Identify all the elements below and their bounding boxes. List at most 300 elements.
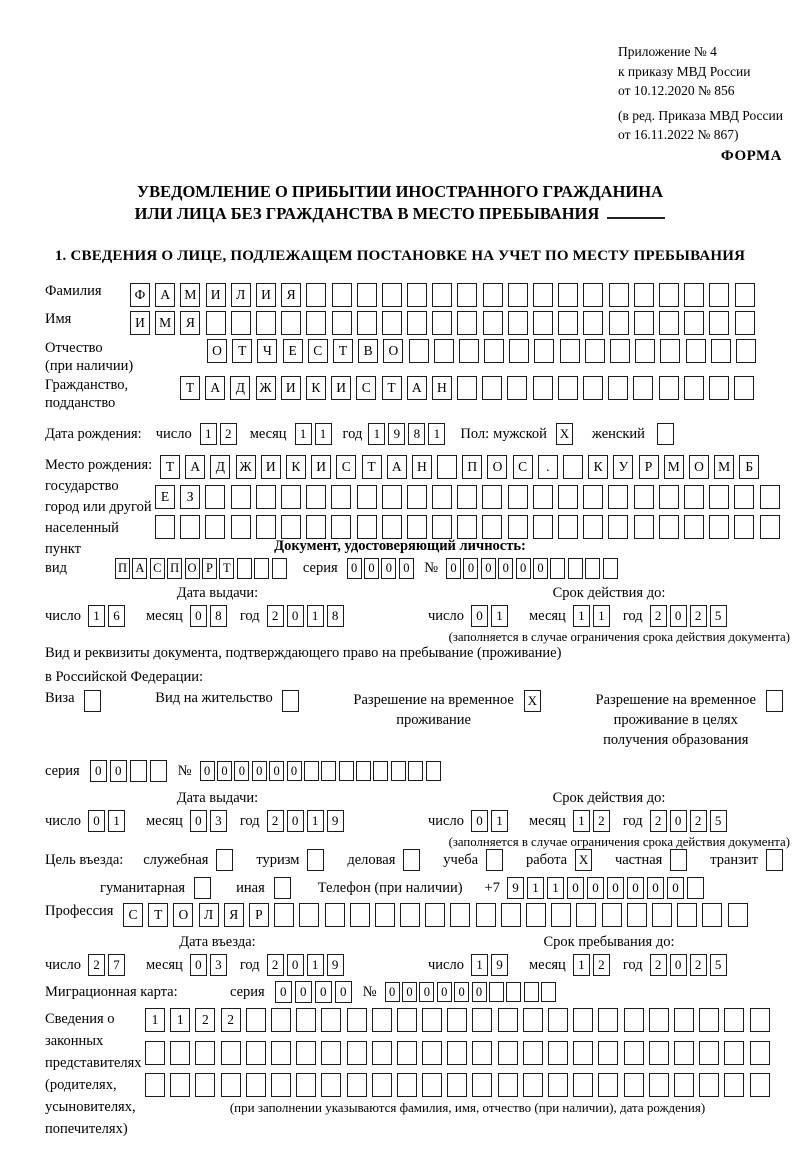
firstname-input-box[interactable]	[483, 311, 503, 335]
residence-issue-month[interactable]	[190, 810, 230, 832]
identity-kind-input-box[interactable]	[272, 558, 287, 579]
identity-valid-year-box[interactable]: 5	[710, 605, 727, 627]
guardians-row-3-box[interactable]	[397, 1073, 417, 1097]
patronymic-input-box[interactable]	[434, 339, 454, 363]
residence-series-input-box[interactable]: 0	[90, 760, 107, 782]
guardians-row-2-box[interactable]	[548, 1041, 568, 1065]
entry-year-box[interactable]: 9	[327, 954, 344, 976]
profession-input-box[interactable]	[274, 903, 294, 927]
birth-place-row-3[interactable]	[155, 515, 785, 539]
birth-place-row-2-box[interactable]	[382, 485, 402, 509]
birth-month-input[interactable]	[295, 423, 335, 445]
guardians-row-3-box[interactable]	[548, 1073, 568, 1097]
guardians-row-2-box[interactable]	[221, 1041, 241, 1065]
birth-place-row-2-box[interactable]	[331, 485, 351, 509]
identity-series-input-box[interactable]: 0	[399, 558, 414, 579]
stay-year-box[interactable]: 2	[690, 954, 707, 976]
birth-month-input-box[interactable]: 1	[295, 423, 312, 445]
profession-input-box[interactable]	[526, 903, 546, 927]
firstname-input-box[interactable]	[231, 311, 251, 335]
purpose-humanitarian-checkbox-box[interactable]	[194, 877, 211, 899]
guardians-row-1-box[interactable]	[548, 1008, 568, 1032]
identity-kind-input-box[interactable]	[237, 558, 252, 579]
firstname-input-box[interactable]	[583, 311, 603, 335]
birth-place-row-1-box[interactable]: К	[588, 455, 608, 479]
identity-valid-year-box[interactable]: 2	[650, 605, 667, 627]
birth-month-input-box[interactable]: 1	[315, 423, 332, 445]
stay-year-box[interactable]: 5	[710, 954, 727, 976]
purpose-private-checkbox-box[interactable]	[670, 849, 687, 871]
birth-place-row-2-box[interactable]	[407, 485, 427, 509]
residence-valid-month-box[interactable]: 1	[573, 810, 590, 832]
surname-input-box[interactable]	[306, 283, 326, 307]
residence-valid-day[interactable]	[471, 810, 511, 832]
identity-number-input-box[interactable]	[550, 558, 565, 579]
patronymic-input-box[interactable]	[459, 339, 479, 363]
identity-series-input-box[interactable]: 0	[347, 558, 362, 579]
residence-permit-checkbox-box[interactable]	[282, 690, 299, 712]
guardians-row-1-box[interactable]: 2	[221, 1008, 241, 1032]
stay-month-box[interactable]: 2	[593, 954, 610, 976]
birth-place-row-2-box[interactable]	[634, 485, 654, 509]
residence-issue-year-box[interactable]: 9	[327, 810, 344, 832]
citizenship-input-box[interactable]: С	[356, 376, 376, 400]
guardians-row-1-box[interactable]	[397, 1008, 417, 1032]
profession-input-box[interactable]	[450, 903, 470, 927]
guardians-row-2-box[interactable]	[750, 1041, 770, 1065]
firstname-input-box[interactable]: М	[155, 311, 175, 335]
citizenship-input-box[interactable]: И	[331, 376, 351, 400]
citizenship-input-box[interactable]	[633, 376, 653, 400]
identity-number-input-box[interactable]: 0	[481, 558, 496, 579]
surname-input-box[interactable]: И	[206, 283, 226, 307]
birth-place-row-1-box[interactable]: У	[613, 455, 633, 479]
guardians-row-1-box[interactable]: 1	[170, 1008, 190, 1032]
purpose-official-checkbox-box[interactable]	[216, 849, 233, 871]
purpose-transit-checkbox[interactable]	[766, 849, 786, 871]
birth-place-row-1-box[interactable]: И	[261, 455, 281, 479]
birth-place-row-3-box[interactable]	[684, 515, 704, 539]
citizenship-input-box[interactable]: Д	[230, 376, 250, 400]
purpose-humanitarian-checkbox[interactable]	[194, 877, 214, 899]
migration-number-input-box[interactable]: 0	[437, 982, 452, 1003]
birth-place-row-2-box[interactable]	[432, 485, 452, 509]
phone-input-box[interactable]: 0	[607, 877, 624, 899]
birth-place-row-1-box[interactable]: О	[487, 455, 507, 479]
guardians-row-2-box[interactable]	[271, 1041, 291, 1065]
firstname-input[interactable]	[130, 311, 760, 335]
identity-series-input-box[interactable]: 0	[364, 558, 379, 579]
surname-input-box[interactable]	[659, 283, 679, 307]
purpose-work-checkbox[interactable]	[575, 849, 595, 871]
birth-place-row-2-box[interactable]	[457, 485, 477, 509]
profession-input-box[interactable]	[299, 903, 319, 927]
birth-place-row-3-box[interactable]	[432, 515, 452, 539]
birth-place-row-2-box[interactable]	[306, 485, 326, 509]
profession-input-box[interactable]: Т	[148, 903, 168, 927]
identity-valid-month-box[interactable]: 1	[593, 605, 610, 627]
stay-year-box[interactable]: 0	[670, 954, 687, 976]
guardians-row-2-box[interactable]	[724, 1041, 744, 1065]
purpose-tourism-checkbox[interactable]	[307, 849, 327, 871]
identity-valid-month[interactable]	[573, 605, 613, 627]
guardians-row-1-box[interactable]: 2	[195, 1008, 215, 1032]
surname-input-box[interactable]	[735, 283, 755, 307]
surname-input-box[interactable]	[583, 283, 603, 307]
firstname-input-box[interactable]	[306, 311, 326, 335]
entry-day-box[interactable]: 2	[88, 954, 105, 976]
guardians-row-2-box[interactable]	[422, 1041, 442, 1065]
residence-number-input-box[interactable]: 0	[234, 761, 249, 782]
birth-place-row-1[interactable]	[160, 455, 785, 479]
guardians-row-3-box[interactable]	[145, 1073, 165, 1097]
guardians-row-2-box[interactable]	[573, 1041, 593, 1065]
profession-input-box[interactable]	[702, 903, 722, 927]
birth-place-row-3-box[interactable]	[155, 515, 175, 539]
birth-place-row-2-box[interactable]	[583, 485, 603, 509]
identity-kind-input-box[interactable]	[254, 558, 269, 579]
residence-issue-year[interactable]	[267, 810, 347, 832]
firstname-input-box[interactable]	[735, 311, 755, 335]
patronymic-input-box[interactable]: О	[207, 339, 227, 363]
birth-place-row-2-box[interactable]	[533, 485, 553, 509]
residence-series-input-box[interactable]	[150, 760, 167, 782]
entry-month-box[interactable]: 0	[190, 954, 207, 976]
birth-place-row-2-box[interactable]	[734, 485, 754, 509]
surname-input-box[interactable]: М	[180, 283, 200, 307]
surname-input-box[interactable]	[558, 283, 578, 307]
stay-month-box[interactable]: 1	[573, 954, 590, 976]
guardians-row-3-box[interactable]	[170, 1073, 190, 1097]
firstname-input-box[interactable]: И	[130, 311, 150, 335]
identity-issue-day[interactable]	[88, 605, 128, 627]
patronymic-input-box[interactable]	[534, 339, 554, 363]
guardians-row-1-box[interactable]	[724, 1008, 744, 1032]
guardians-row-1-box[interactable]	[321, 1008, 341, 1032]
residence-series-input[interactable]	[90, 760, 170, 782]
patronymic-input-box[interactable]	[610, 339, 630, 363]
citizenship-input-box[interactable]: Ж	[256, 376, 276, 400]
residence-issue-year-box[interactable]: 0	[287, 810, 304, 832]
residence-number-input-box[interactable]	[408, 761, 423, 782]
migration-number-input-box[interactable]: 0	[454, 982, 469, 1003]
firstname-input-box[interactable]	[709, 311, 729, 335]
profession-input-box[interactable]	[350, 903, 370, 927]
purpose-official-checkbox[interactable]	[216, 849, 236, 871]
birth-place-row-3-box[interactable]	[357, 515, 377, 539]
guardians-row-3-box[interactable]	[195, 1073, 215, 1097]
identity-kind-input-box[interactable]: С	[150, 558, 165, 579]
profession-input-box[interactable]	[677, 903, 697, 927]
citizenship-input-box[interactable]: Н	[432, 376, 452, 400]
birth-year-input[interactable]	[368, 423, 448, 445]
guardians-row-3-box[interactable]	[422, 1073, 442, 1097]
residence-valid-year-box[interactable]: 2	[650, 810, 667, 832]
birth-place-row-1-box[interactable]: Ж	[236, 455, 256, 479]
migration-number-input-box[interactable]	[524, 982, 539, 1003]
guardians-row-2-box[interactable]	[624, 1041, 644, 1065]
birth-place-row-3-box[interactable]	[407, 515, 427, 539]
profession-input-box[interactable]: Р	[249, 903, 269, 927]
residence-number-input-box[interactable]	[391, 761, 406, 782]
birth-place-row-3-box[interactable]	[205, 515, 225, 539]
patronymic-input-box[interactable]: Ч	[257, 339, 277, 363]
phone-input-box[interactable]: 0	[627, 877, 644, 899]
identity-issue-year-box[interactable]: 8	[327, 605, 344, 627]
surname-input[interactable]	[130, 283, 760, 307]
birth-place-row-2-box[interactable]	[508, 485, 528, 509]
residence-number-input-box[interactable]	[426, 761, 441, 782]
identity-issue-month-box[interactable]: 0	[190, 605, 207, 627]
phone-input-box[interactable]: 9	[507, 877, 524, 899]
citizenship-input[interactable]	[180, 376, 759, 400]
birth-place-row-3-box[interactable]	[634, 515, 654, 539]
surname-input-box[interactable]	[709, 283, 729, 307]
identity-valid-year-box[interactable]: 0	[670, 605, 687, 627]
guardians-row-2[interactable]	[145, 1041, 775, 1065]
citizenship-input-box[interactable]	[558, 376, 578, 400]
birth-year-input-box[interactable]: 9	[388, 423, 405, 445]
profession-input-box[interactable]: С	[123, 903, 143, 927]
residence-valid-year-box[interactable]: 5	[710, 810, 727, 832]
identity-number-input-box[interactable]	[568, 558, 583, 579]
citizenship-input-box[interactable]	[457, 376, 477, 400]
surname-input-box[interactable]: И	[256, 283, 276, 307]
phone-input-box[interactable]: 0	[647, 877, 664, 899]
guardians-row-2-box[interactable]	[699, 1041, 719, 1065]
birth-day-input[interactable]	[200, 423, 240, 445]
identity-issue-month-box[interactable]: 8	[210, 605, 227, 627]
residence-issue-year-box[interactable]: 2	[267, 810, 284, 832]
identity-number-input-box[interactable]: 0	[446, 558, 461, 579]
residence-issue-day-box[interactable]: 1	[108, 810, 125, 832]
sex-female-checkbox-box[interactable]	[657, 423, 674, 445]
birth-place-row-3-box[interactable]	[281, 515, 301, 539]
stay-day-box[interactable]: 9	[491, 954, 508, 976]
guardians-row-3-box[interactable]	[674, 1073, 694, 1097]
birth-place-row-2-box[interactable]	[684, 485, 704, 509]
firstname-input-box[interactable]	[332, 311, 352, 335]
identity-valid-day[interactable]	[471, 605, 511, 627]
phone-input[interactable]	[507, 877, 707, 899]
profession-input-box[interactable]	[627, 903, 647, 927]
surname-input-box[interactable]	[457, 283, 477, 307]
firstname-input-box[interactable]	[256, 311, 276, 335]
firstname-input-box[interactable]	[533, 311, 553, 335]
guardians-row-3-box[interactable]	[296, 1073, 316, 1097]
patronymic-input[interactable]	[207, 339, 761, 363]
residence-issue-day[interactable]	[88, 810, 128, 832]
birth-place-row-2-box[interactable]	[256, 485, 276, 509]
profession-input-box[interactable]	[602, 903, 622, 927]
migration-number-input-box[interactable]	[489, 982, 504, 1003]
phone-input-box[interactable]: 0	[587, 877, 604, 899]
guardians-row-2-box[interactable]	[296, 1041, 316, 1065]
guardians-row-1-box[interactable]	[246, 1008, 266, 1032]
stay-day[interactable]	[471, 954, 511, 976]
profession-input-box[interactable]: О	[173, 903, 193, 927]
citizenship-input-box[interactable]: К	[306, 376, 326, 400]
birth-place-row-2-box[interactable]	[482, 485, 502, 509]
guardians-row-3-box[interactable]	[221, 1073, 241, 1097]
residence-issue-year-box[interactable]: 1	[307, 810, 324, 832]
guardians-row-3-box[interactable]	[624, 1073, 644, 1097]
birth-place-row-3-box[interactable]	[760, 515, 780, 539]
purpose-transit-checkbox-box[interactable]	[766, 849, 783, 871]
guardians-row-3-box[interactable]	[750, 1073, 770, 1097]
birth-day-input-box[interactable]: 1	[200, 423, 217, 445]
identity-valid-year-box[interactable]: 2	[690, 605, 707, 627]
guardians-row-1-box[interactable]: 1	[145, 1008, 165, 1032]
birth-place-row-1-box[interactable]: Т	[160, 455, 180, 479]
firstname-input-box[interactable]	[382, 311, 402, 335]
birth-place-row-1-box[interactable]: А	[185, 455, 205, 479]
birth-place-row-2-box[interactable]	[709, 485, 729, 509]
citizenship-input-box[interactable]	[608, 376, 628, 400]
firstname-input-box[interactable]	[432, 311, 452, 335]
patronymic-input-box[interactable]	[686, 339, 706, 363]
migration-number-input[interactable]	[385, 982, 559, 1003]
surname-input-box[interactable]	[407, 283, 427, 307]
identity-number-input-box[interactable]	[603, 558, 618, 579]
birth-place-row-3-box[interactable]	[659, 515, 679, 539]
guardians-row-1-box[interactable]	[296, 1008, 316, 1032]
identity-valid-month-box[interactable]: 1	[573, 605, 590, 627]
birth-place-row-1-box[interactable]: Д	[210, 455, 230, 479]
profession-input-box[interactable]: Л	[199, 903, 219, 927]
guardians-row-3-box[interactable]	[246, 1073, 266, 1097]
phone-input-box[interactable]: 1	[527, 877, 544, 899]
guardians-row-2-box[interactable]	[447, 1041, 467, 1065]
guardians-row-1-box[interactable]	[372, 1008, 392, 1032]
birth-place-row-3-box[interactable]	[457, 515, 477, 539]
guardians-row-1-box[interactable]	[573, 1008, 593, 1032]
residence-valid-year-box[interactable]: 0	[670, 810, 687, 832]
birth-place-row-3-box[interactable]	[508, 515, 528, 539]
birth-place-row-2-box[interactable]	[558, 485, 578, 509]
guardians-row-2-box[interactable]	[246, 1041, 266, 1065]
profession-input-box[interactable]	[375, 903, 395, 927]
visa-checkbox[interactable]	[84, 690, 104, 712]
birth-place-row-1-box[interactable]: К	[286, 455, 306, 479]
firstname-input-box[interactable]	[206, 311, 226, 335]
phone-input-box[interactable]: 0	[667, 877, 684, 899]
profession-input-box[interactable]	[576, 903, 596, 927]
residence-number-input-box[interactable]	[373, 761, 388, 782]
identity-number-input-box[interactable]	[585, 558, 600, 579]
citizenship-input-box[interactable]: И	[281, 376, 301, 400]
guardians-row-1-box[interactable]	[598, 1008, 618, 1032]
entry-day-box[interactable]: 7	[108, 954, 125, 976]
citizenship-input-box[interactable]: А	[205, 376, 225, 400]
birth-place-row-1-box[interactable]: С	[336, 455, 356, 479]
birth-place-row-2-box[interactable]	[357, 485, 377, 509]
patronymic-input-box[interactable]	[509, 339, 529, 363]
residence-issue-month-box[interactable]: 3	[210, 810, 227, 832]
firstname-input-box[interactable]	[634, 311, 654, 335]
migration-series-input-box[interactable]: 0	[315, 981, 332, 1003]
profession-input-box[interactable]	[551, 903, 571, 927]
birth-place-row-1-box[interactable]: М	[664, 455, 684, 479]
migration-number-input-box[interactable]	[506, 982, 521, 1003]
residence-number-input-box[interactable]: 0	[200, 761, 215, 782]
migration-number-input-box[interactable]: 0	[419, 982, 434, 1003]
guardians-row-2-box[interactable]	[674, 1041, 694, 1065]
guardians-row-3-box[interactable]	[523, 1073, 543, 1097]
purpose-study-checkbox[interactable]	[486, 849, 506, 871]
surname-input-box[interactable]	[684, 283, 704, 307]
birth-place-row-1-box[interactable]: М	[714, 455, 734, 479]
identity-issue-day-box[interactable]: 1	[88, 605, 105, 627]
birth-place-row-3-box[interactable]	[331, 515, 351, 539]
entry-year-box[interactable]: 2	[267, 954, 284, 976]
residence-series-input-box[interactable]: 0	[110, 760, 127, 782]
guardians-row-1-box[interactable]	[624, 1008, 644, 1032]
residence-valid-year-box[interactable]: 2	[690, 810, 707, 832]
patronymic-input-box[interactable]	[484, 339, 504, 363]
citizenship-input-box[interactable]	[709, 376, 729, 400]
firstname-input-box[interactable]	[281, 311, 301, 335]
birth-place-row-1-box[interactable]: .	[538, 455, 558, 479]
citizenship-input-box[interactable]: А	[407, 376, 427, 400]
entry-day[interactable]	[88, 954, 128, 976]
birth-day-input-box[interactable]: 2	[220, 423, 237, 445]
birth-place-row-2-box[interactable]	[760, 485, 780, 509]
purpose-study-checkbox-box[interactable]	[486, 849, 503, 871]
purpose-business-checkbox[interactable]	[403, 849, 423, 871]
identity-issue-year-box[interactable]: 2	[267, 605, 284, 627]
surname-input-box[interactable]	[533, 283, 553, 307]
entry-month[interactable]	[190, 954, 230, 976]
guardians-row-1-box[interactable]	[674, 1008, 694, 1032]
migration-series-input-box[interactable]: 0	[295, 981, 312, 1003]
surname-input-box[interactable]: А	[155, 283, 175, 307]
birth-place-row-2-box[interactable]: Е	[155, 485, 175, 509]
birth-year-input-box[interactable]: 8	[408, 423, 425, 445]
citizenship-input-box[interactable]	[734, 376, 754, 400]
surname-input-box[interactable]: Л	[231, 283, 251, 307]
stay-day-box[interactable]: 1	[471, 954, 488, 976]
residence-issue-month-box[interactable]: 0	[190, 810, 207, 832]
firstname-input-box[interactable]	[659, 311, 679, 335]
guardians-row-3-box[interactable]	[573, 1073, 593, 1097]
identity-number-input-box[interactable]: 0	[516, 558, 531, 579]
guardians-row-1-box[interactable]	[472, 1008, 492, 1032]
birth-place-row-2-box[interactable]	[205, 485, 225, 509]
purpose-tourism-checkbox-box[interactable]	[307, 849, 324, 871]
guardians-row-1-box[interactable]	[498, 1008, 518, 1032]
purpose-other-checkbox-box[interactable]	[274, 877, 291, 899]
guardians-row-1-box[interactable]	[347, 1008, 367, 1032]
residence-number-input-box[interactable]: 0	[287, 761, 302, 782]
guardians-row-1[interactable]	[145, 1008, 775, 1032]
patronymic-input-box[interactable]	[635, 339, 655, 363]
residence-number-input[interactable]	[200, 761, 443, 782]
entry-year-box[interactable]: 1	[307, 954, 324, 976]
guardians-row-3-box[interactable]	[699, 1073, 719, 1097]
guardians-row-2-box[interactable]	[372, 1041, 392, 1065]
guardians-row-3-box[interactable]	[271, 1073, 291, 1097]
identity-valid-day-box[interactable]: 1	[491, 605, 508, 627]
identity-number-input[interactable]	[446, 558, 620, 579]
patronymic-input-box[interactable]	[560, 339, 580, 363]
entry-month-box[interactable]: 3	[210, 954, 227, 976]
surname-input-box[interactable]	[432, 283, 452, 307]
purpose-other-checkbox[interactable]	[274, 877, 294, 899]
migration-series-input-box[interactable]: 0	[335, 981, 352, 1003]
residence-series-input-box[interactable]	[130, 760, 147, 782]
stay-month[interactable]	[573, 954, 613, 976]
